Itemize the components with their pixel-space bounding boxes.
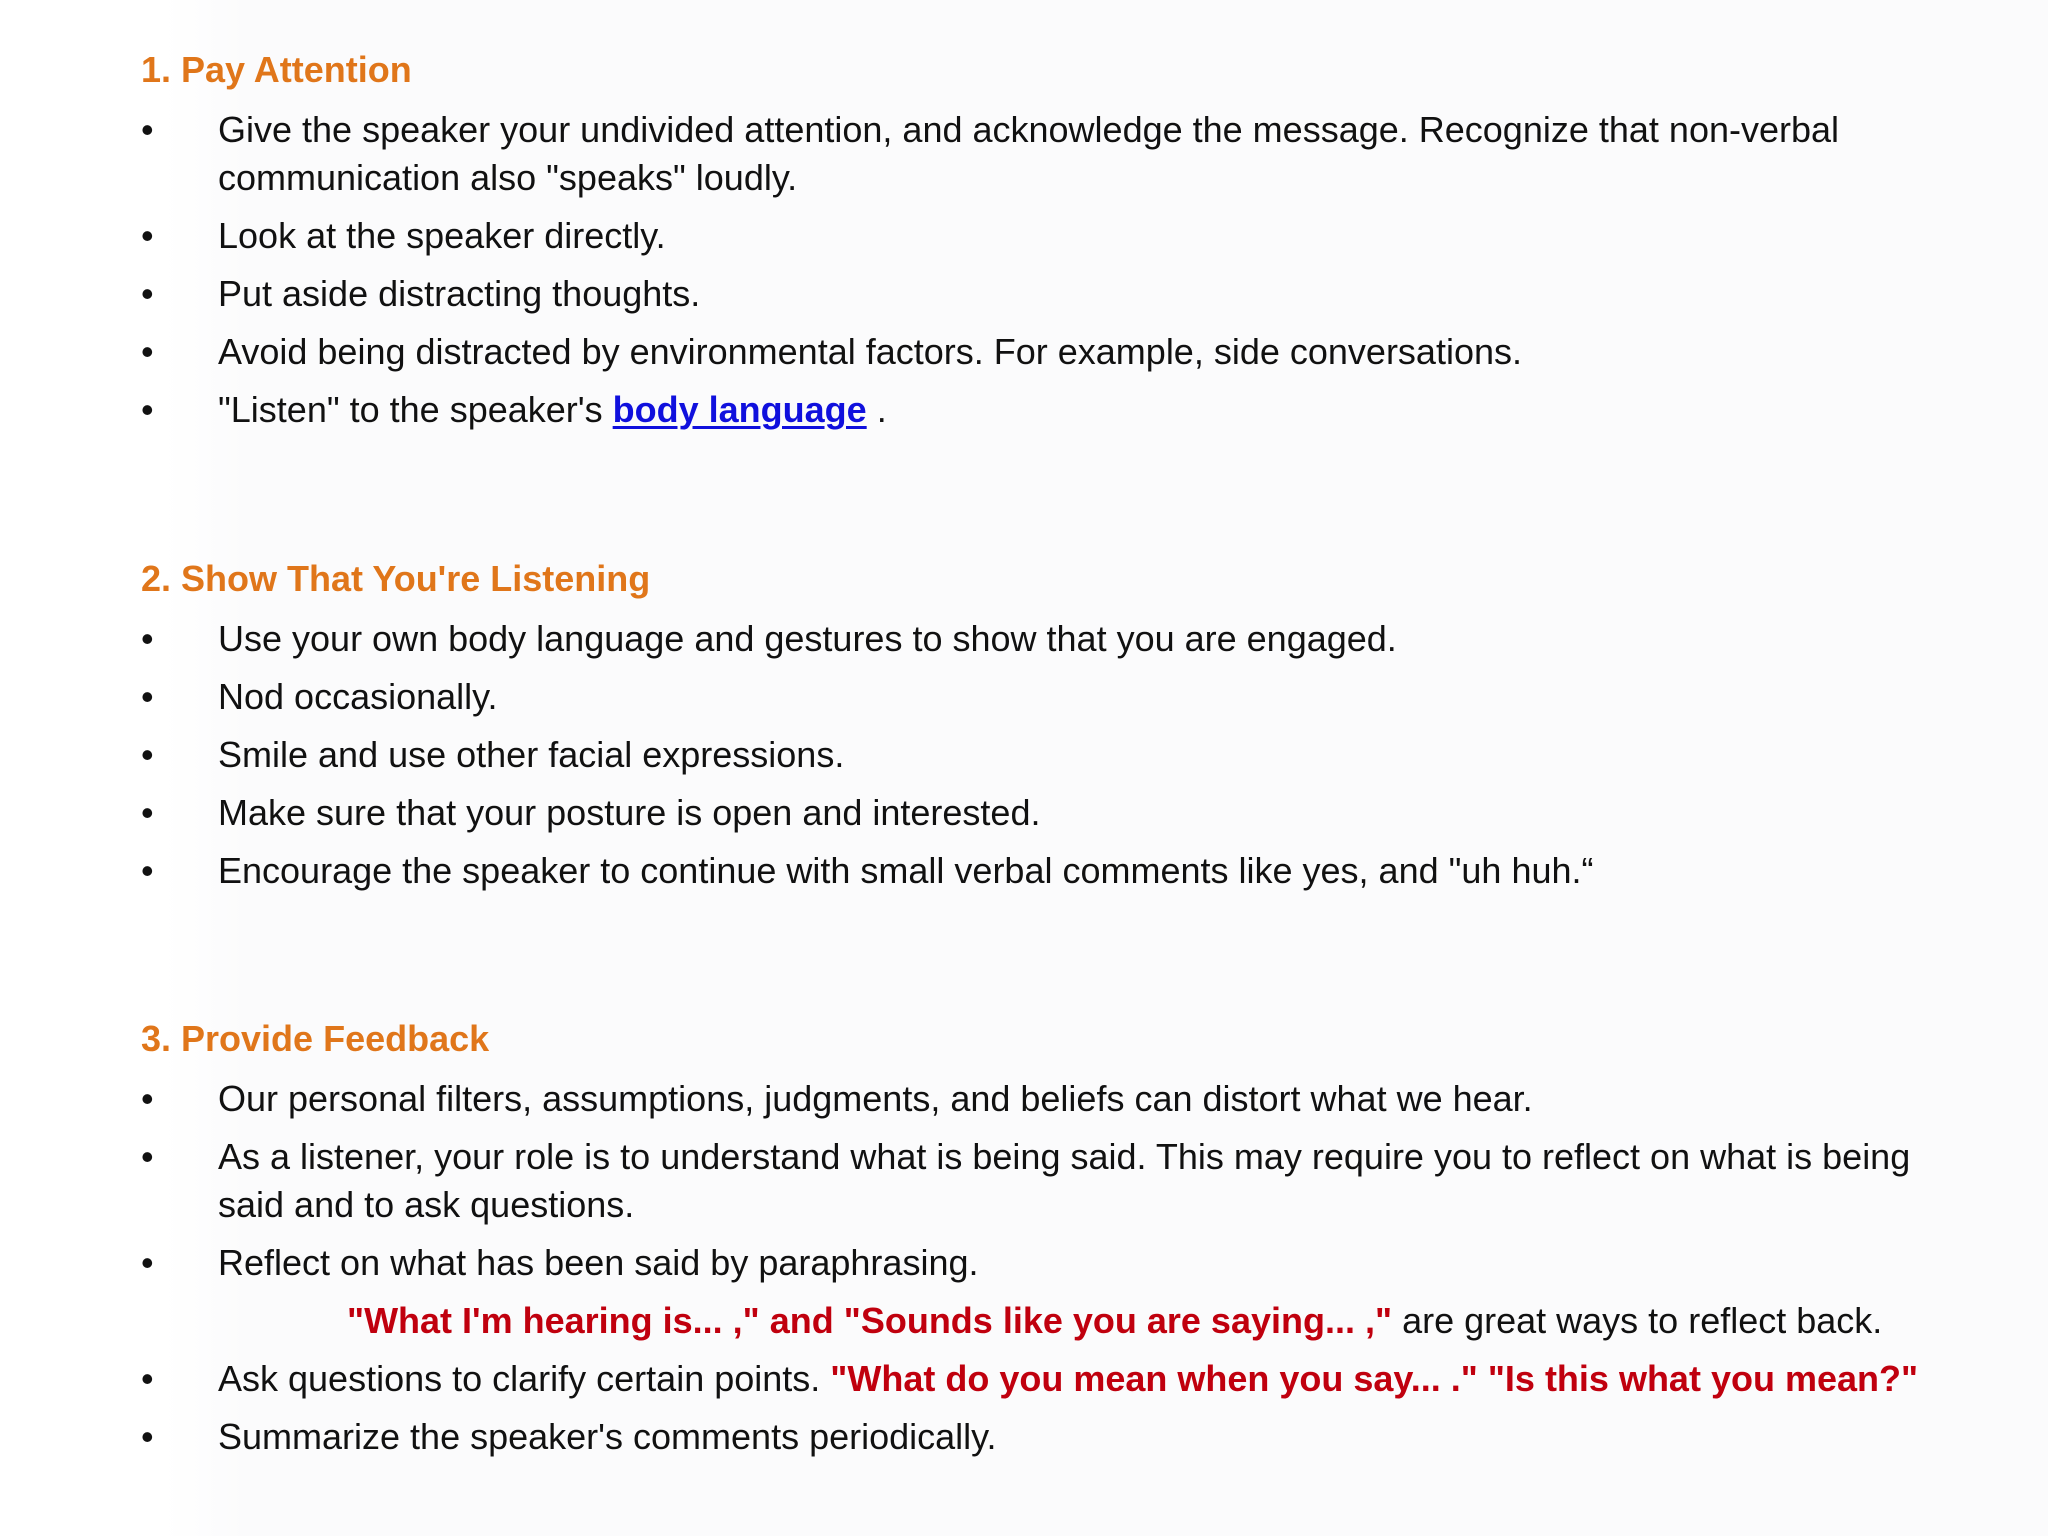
list-item [141, 731, 1971, 779]
list-item [141, 789, 1971, 837]
list-item-text: Our personal filters, assumptions, judgments, and beliefs can distort what we hear. [218, 1078, 1533, 1119]
bullet-icon: • [141, 1078, 154, 1119]
reflect-example-line [141, 1297, 1971, 1345]
body-language-link[interactable]: body language [612, 389, 867, 430]
list-item [141, 106, 1971, 202]
list-item [141, 386, 1971, 434]
list-item [141, 1355, 1971, 1403]
section-heading: 1. Pay Attention [141, 49, 412, 90]
bullet-icon: • [141, 331, 154, 372]
bullet-icon: • [141, 1358, 154, 1399]
bullet-icon: • [141, 1416, 154, 1457]
bullet-list [141, 1075, 1971, 1287]
list-item-text: Put aside distracting thoughts. [218, 273, 701, 314]
section-show-listening [141, 557, 1971, 905]
section-heading: 2. Show That You're Listening [141, 558, 651, 599]
list-item-text: Encourage the speaker to continue with small verbal comments like yes, and "uh huh.“ [218, 850, 1594, 891]
list-item-text: Avoid being distracted by environmental factors. For example, side conversations. [218, 331, 1522, 372]
list-item-text: Use your own body language and gestures to show that you are engaged. [218, 618, 1397, 659]
list-item-text: Summarize the speaker's comments periodically. [218, 1416, 997, 1457]
bullet-icon: • [141, 618, 154, 659]
list-item [141, 328, 1971, 376]
section-pay-attention [141, 48, 1971, 444]
list-item-text: Look at the speaker directly. [218, 215, 666, 256]
bullet-icon: • [141, 676, 154, 717]
section-provide-feedback [141, 1017, 1971, 1471]
section-heading: 3. Provide Feedback [141, 1018, 490, 1059]
list-item-text-prefix: Ask questions to clarify certain points. [218, 1358, 831, 1399]
list-item [141, 1075, 1971, 1123]
example-questions: "What do you mean when you say... ." "Is this what you mean?" [830, 1358, 1919, 1399]
bullet-icon: • [141, 792, 154, 833]
bullet-icon: • [141, 389, 154, 430]
list-item [141, 615, 1971, 663]
list-item-text-suffix: . [866, 389, 887, 430]
bullet-icon: • [141, 850, 154, 891]
list-item-text-prefix: "Listen" to the speaker's [218, 389, 613, 430]
list-item-text: As a listener, your role is to understand what is being said. This may require you to reflect on what is being said and to ask questions. [218, 1136, 1911, 1225]
list-item [141, 1239, 1971, 1287]
list-item [141, 270, 1971, 318]
reflect-example-phrases: "What I'm hearing is... ," and "Sounds like you are saying... ," [347, 1300, 1393, 1341]
bullet-icon: • [141, 734, 154, 775]
list-item [141, 212, 1971, 260]
list-item [141, 673, 1971, 721]
bullet-icon: • [141, 1242, 154, 1283]
list-item-text: Nod occasionally. [218, 676, 498, 717]
bullet-icon: • [141, 215, 154, 256]
list-item-text: Give the speaker your undivided attention, and acknowledge the message. Recognize that non-verbal communication also "speaks" loudly. [218, 109, 1840, 198]
bullet-list [141, 1355, 1971, 1461]
list-item [141, 1413, 1971, 1461]
bullet-icon: • [141, 273, 154, 314]
list-item-text: Make sure that your posture is open and interested. [218, 792, 1041, 833]
list-item-text: Reflect on what has been said by paraphrasing. [218, 1242, 979, 1283]
bullet-list [141, 615, 1971, 895]
bullet-icon: • [141, 109, 154, 150]
list-item [141, 1133, 1971, 1229]
reflect-example-rest: are great ways to reflect back. [1392, 1300, 1883, 1341]
bullet-list [141, 106, 1971, 434]
list-item-text: Smile and use other facial expressions. [218, 734, 845, 775]
list-item [141, 847, 1971, 895]
bullet-icon: • [141, 1136, 154, 1177]
